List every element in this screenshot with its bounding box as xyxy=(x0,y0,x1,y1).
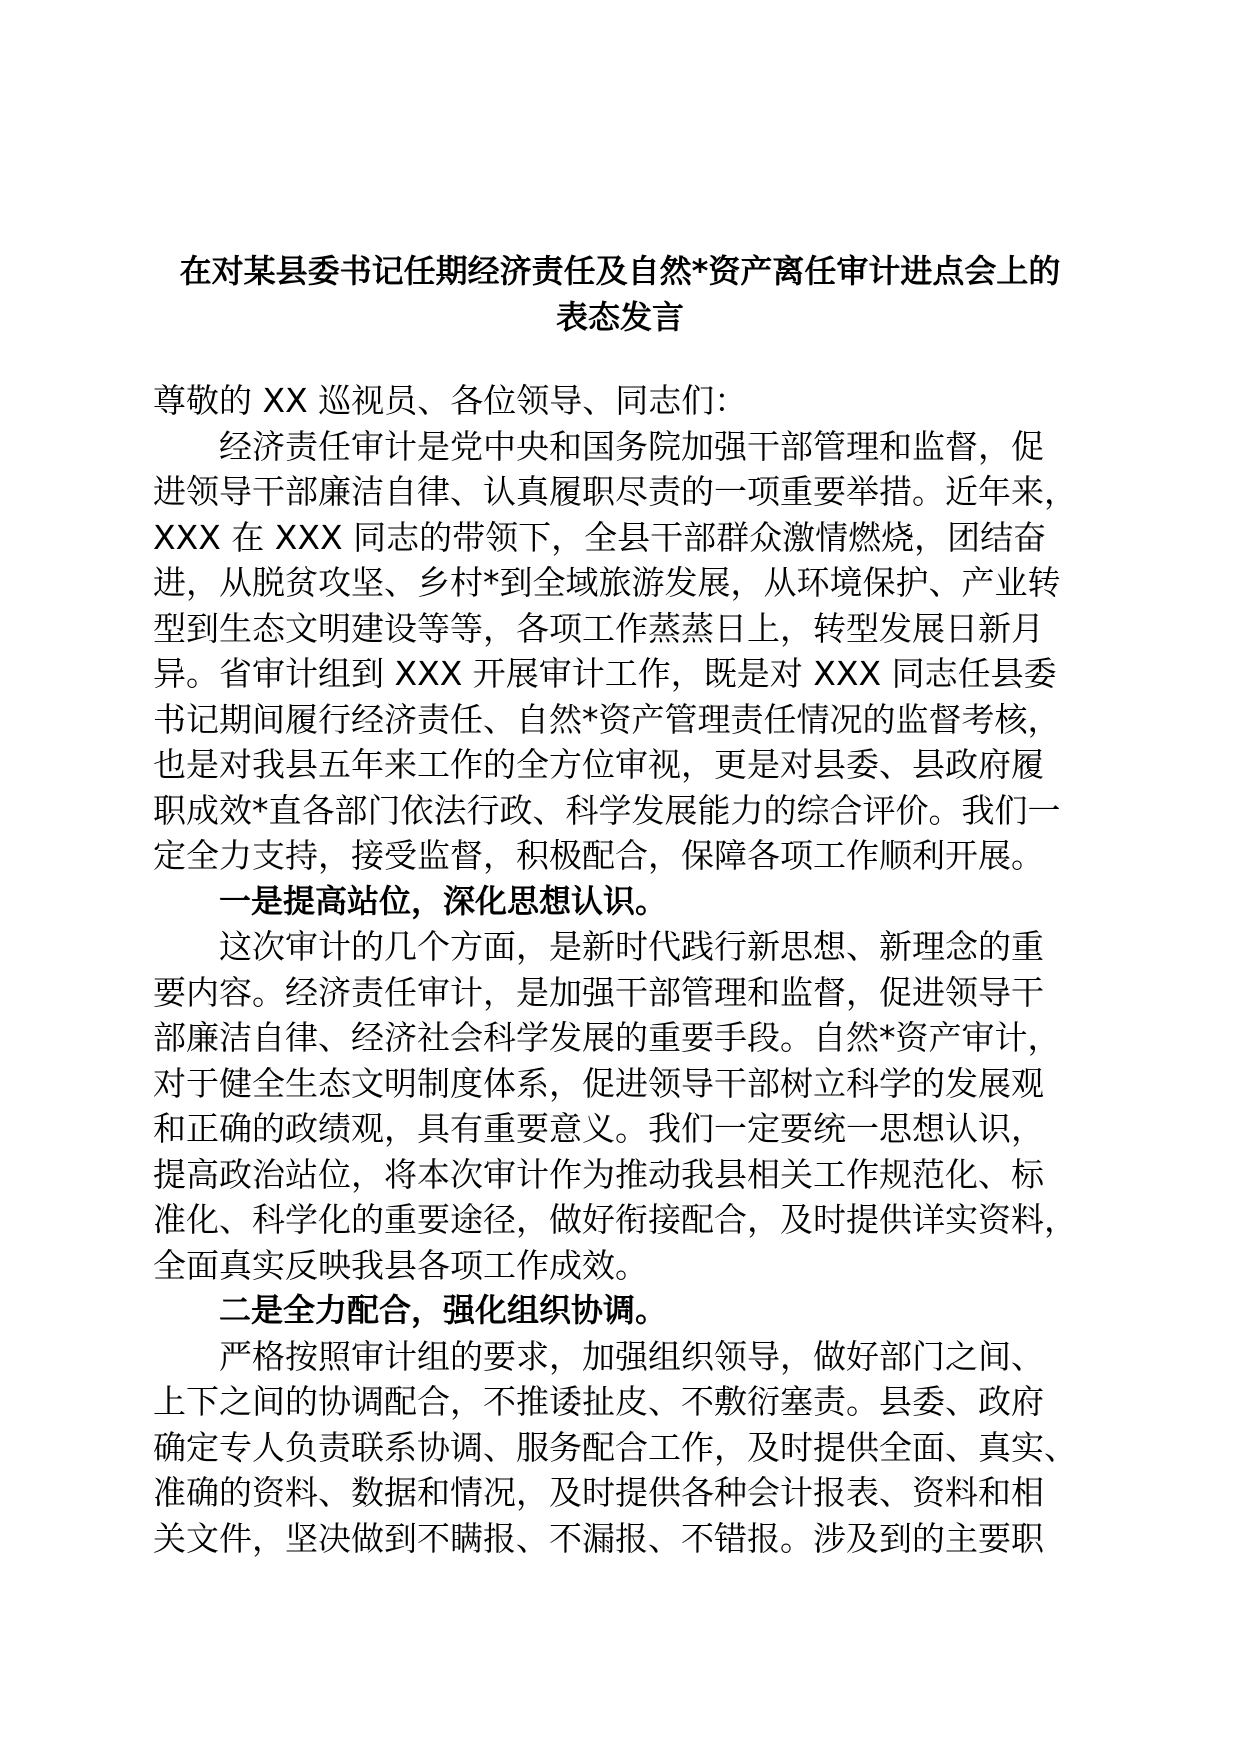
salutation: 尊敬的 XX 巡视员、各位领导、同志们： xyxy=(153,381,748,420)
paragraph-line: 也是对我县五年来工作的全方位审视，更是对县委、县政府履 xyxy=(153,745,1044,784)
paragraph-line: 书记期间履行经济责任、自然*资产管理责任情况的监督考核， xyxy=(153,699,1061,739)
paragraph-line: 准确的资料、数据和情况，及时提供各种会计报表、资料和相 xyxy=(153,1473,1044,1512)
paragraph-line: XXX 在 XXX 同志的带领下，全县干部群众激情燃烧，团结奋 xyxy=(153,517,1047,557)
paragraph-line: 对于健全生态文明制度体系，促进领导干部树立科学的发展观 xyxy=(153,1063,1044,1103)
paragraph-line: 要内容。经济责任审计，是加强干部管理和监督，促进领导干 xyxy=(153,972,1044,1012)
paragraph-line: 异。省审计组到 XXX 开展审计工作，既是对 XXX 同志任县委 xyxy=(153,654,1057,693)
paragraph-line: 部廉洁自律、经济社会科学发展的重要手段。自然*资产审计， xyxy=(153,1018,1061,1057)
paragraph-line: 严格按照审计组的要求，加强组织领导，做好部门之间、 xyxy=(219,1336,1044,1376)
paragraph-line: 和正确的政绩观，具有重要意义。我们一定要统一思想认识， xyxy=(153,1109,1044,1148)
paragraph-line: 准化、科学化的重要途径，做好衔接配合，及时提供详实资料， xyxy=(153,1200,1077,1239)
document-title xyxy=(140,248,1100,340)
paragraph-line: 进，从脱贫攻坚、乡村*到全域旅游发展，从环境保护、产业转 xyxy=(153,563,1061,602)
paragraph-3 xyxy=(153,1334,1113,1562)
paragraph-line: 这次审计的几个方面，是新时代践行新思想、新理念的重 xyxy=(219,927,1044,966)
paragraph-line: 上下之间的协调配合，不推诿扯皮、不敷衍塞责。县委、政府 xyxy=(153,1382,1044,1421)
paragraph-line: 提高政治站位，将本次审计作为推动我县相关工作规范化、标 xyxy=(153,1154,1044,1194)
paragraph-1 xyxy=(153,424,1113,879)
paragraph-line: 关文件，坚决做到不瞒报、不漏报、不错报。涉及到的主要职 xyxy=(153,1518,1044,1558)
paragraph-line: 确定专人负责联系协调、服务配合工作，及时提供全面、真实、 xyxy=(153,1427,1077,1467)
section-heading-1: 一是提高站位，深化思想认识。 xyxy=(219,881,668,920)
title-line-1: 在对某县委书记任期经济责任及自然*资产离任审计进点会上的 xyxy=(179,252,1061,290)
document-body xyxy=(153,378,1113,1561)
title-line-2: 表态发言 xyxy=(555,298,684,336)
section-heading-2: 二是全力配合，强化组织协调。 xyxy=(219,1291,668,1329)
paragraph-line: 职成效*直各部门依法行政、科学发展能力的综合评价。我们一 xyxy=(153,790,1061,830)
paragraph-line: 全面真实反映我县各项工作成效。 xyxy=(153,1245,648,1285)
paragraph-line: 型到生态文明建设等等，各项工作蒸蒸日上，转型发展日新月 xyxy=(153,608,1044,648)
paragraph-line: 经济责任审计是党中央和国务院加强干部管理和监督，促 xyxy=(219,426,1044,466)
paragraph-line: 定全力支持，接受监督，积极配合，保障各项工作顺利开展。 xyxy=(153,836,1044,875)
paragraph-line: 进领导干部廉洁自律、认真履职尽责的一项重要举措。近年来， xyxy=(153,472,1077,511)
paragraph-2 xyxy=(153,924,1113,1288)
